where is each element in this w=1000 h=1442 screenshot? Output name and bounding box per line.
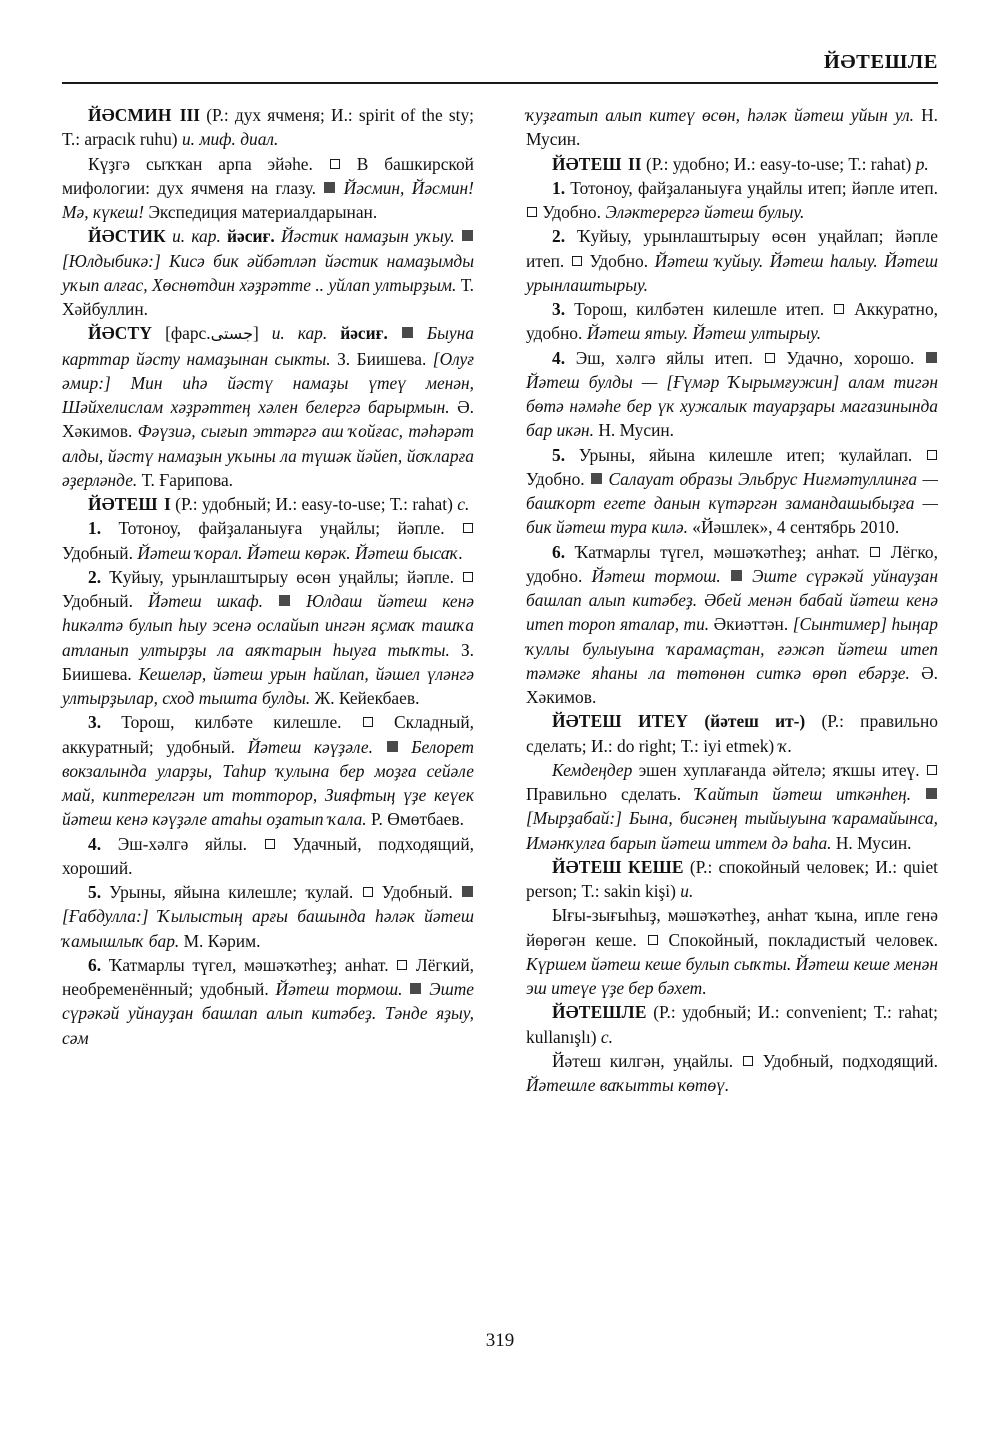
entry-yatesh-iteu-body xyxy=(526,758,938,855)
open-square-marker-icon xyxy=(463,572,473,582)
quotation-source: Ә. Хәкимов. xyxy=(62,397,474,442)
headword-variant: (йәтеш ит-) xyxy=(704,711,806,732)
grammar-label: и. кар. xyxy=(172,226,221,247)
head-paren: (Р.: удобный; И.: convenient; Т.: rahat; kullanışlı) xyxy=(526,1002,938,1047)
open-square-marker-icon xyxy=(572,256,582,266)
quotation: Быуна карттар йәсту намаҙынан сыкты. xyxy=(62,323,474,369)
open-square-marker-icon xyxy=(330,159,340,169)
russian-definition: Удобный. xyxy=(381,882,453,902)
grammar-label: р. xyxy=(915,153,929,174)
example-phrase: Күршем йәтеш кеше булып сыҡты. Йәтеш кеше менән эш итеүе үҙе бер бәхет. xyxy=(526,953,938,998)
quotation: [Сынтимер] һыңар ҡуллы булыуына ҡарамаҫтан, ғәжәп йәтеш итеп тәмәке яһаны ла төтөнөн ситкә өрөп ебәрҙе. xyxy=(526,614,938,683)
quotation-source: Экспедиция материалдарынан. xyxy=(148,202,378,222)
headword-roman: II xyxy=(628,153,642,174)
quotation-continued: ҡуҙғатып алып китеү өсөн, һәләк йәтеш уйын xyxy=(526,105,888,125)
russian-definition: Удобно. xyxy=(542,202,601,222)
quotation-tail: ул. xyxy=(894,105,914,125)
running-head-zone xyxy=(62,52,938,84)
russian-definition: В башкирской мифологии: дух ячменя на глазу. xyxy=(62,153,474,198)
open-square-marker-icon xyxy=(765,353,775,363)
open-square-marker-icon xyxy=(927,450,937,460)
page-number: 319 xyxy=(485,1330,515,1351)
filled-square-marker-icon xyxy=(591,473,602,484)
headword: ЙӘСТҮ xyxy=(88,323,153,344)
sense-2 xyxy=(62,565,474,711)
bashkir-definition: Урыны, яйына килешле; ҡулай. xyxy=(109,882,354,902)
russian-definition: Удобный. xyxy=(62,542,133,563)
sense-3 xyxy=(526,297,938,346)
example-phrase: Йәтешле ваҡытты көтөү. xyxy=(526,1075,730,1095)
head-paren: (Р.: удобно; И.: easy-to-use; Т.: rahat) xyxy=(645,153,912,174)
russian-definition: Удачно, хорошо. xyxy=(786,347,915,368)
entry-yastu xyxy=(62,321,474,492)
quotation-source: Т. Ғарипова. xyxy=(141,469,234,490)
sense-3 xyxy=(62,710,474,831)
quotation-source: Н. Мусин. xyxy=(598,420,675,441)
russian-definition: Лёгкий, необременённый; удобный. xyxy=(62,954,474,999)
quotation: [Олуғ әмир:] Мин иһә йәстү намаҙы үтеү менән, Шәйхелислам хәҙрәттең хәлен белергә барырмын. xyxy=(62,348,474,417)
right-column xyxy=(526,103,938,1303)
sense-4 xyxy=(62,832,474,881)
entry-yateshle-body xyxy=(526,1049,938,1098)
headword: ЙӘТЕШЛЕ xyxy=(552,1002,647,1023)
filled-square-marker-icon xyxy=(324,182,335,193)
quotation-source: Н. Мусин. xyxy=(526,105,938,150)
example-phrase: Ҡайтып йәтеш иткәнһең. xyxy=(694,784,912,804)
russian-definition: Лёгко, удобно. xyxy=(526,541,938,586)
bashkir-definition: Эш, хәлгә яйлы итеп. xyxy=(575,347,753,368)
bashkir-definition: Эш-хәлгә яйлы. xyxy=(117,833,248,854)
entry-yatesh-keshe-body xyxy=(526,903,938,1000)
headword: ЙӘТЕШ xyxy=(88,494,158,514)
quotation: Юлдаш йәтеш кенә һикәлтә булып һыу эсенә ослайып ингән яҫмаҡ ташҡа атланып ултырҙы ла аяҡтарын һыуға тыҡты. xyxy=(62,591,474,660)
bashkir-definition: Ығы-зығыһыҙ, мәшәҡәтһеҙ, анһат ҡына, ипле генә йөрөгән кеше. xyxy=(526,905,938,950)
bashkir-definition: Йәтеш килгән, уңайлы. xyxy=(552,1050,734,1071)
open-square-marker-icon xyxy=(265,839,275,849)
example-phrase: Йәстик намаҙын уҡыу. xyxy=(280,226,455,247)
entry-yatesh-ii xyxy=(526,152,938,176)
sense-number: 5. xyxy=(88,882,102,902)
grammar-label: с. xyxy=(457,494,470,514)
carryover-text xyxy=(526,103,938,152)
sense-number: 1. xyxy=(88,518,102,539)
sense-6 xyxy=(62,953,474,1050)
head-paren: (Р.: удобный; И.: easy-to-use; Т.: rahat) xyxy=(175,494,453,514)
russian-definition: Аккуратно, удобно. xyxy=(526,299,939,344)
sense-number: 6. xyxy=(552,541,566,562)
filled-square-marker-icon xyxy=(402,327,413,338)
head-paren: (Р.: спокойный человек; И.: quiet person; Т.: sakin kişi) xyxy=(526,856,938,901)
sense-number: 2. xyxy=(552,226,566,247)
bashkir-definition: Күҙгә сыҡҡан арпа эйәһе. xyxy=(88,153,313,174)
etymology-open: [фарс. xyxy=(165,323,211,344)
entry-yasmin-iii xyxy=(62,103,474,152)
bashkir-definition: Ҡатмарлы түгел, мәшәҡәтһеҙ; анһат. xyxy=(574,541,860,562)
grammar-label: ҡ. xyxy=(778,735,793,756)
headword-roman: I xyxy=(164,494,171,514)
quotation-source: Р. Өмөтбаев. xyxy=(371,809,464,830)
bashkir-definition: Торош, килбәтен килешле итеп. xyxy=(574,299,825,319)
usage-note: Кемдеңдер xyxy=(552,759,633,780)
sense-1 xyxy=(526,176,938,225)
quotation-source: Ж. Кейекбаев. xyxy=(314,688,420,708)
open-square-marker-icon xyxy=(363,717,373,727)
etymology-arabic-script: جستى xyxy=(210,324,253,344)
open-square-marker-icon xyxy=(527,207,537,217)
grammar-label: и. кар. xyxy=(271,323,328,344)
quotation-source: Н. Мусин. xyxy=(835,832,912,853)
russian-definition: Удобный, подходящий. xyxy=(762,1050,938,1071)
headword: ЙӘТЕШ ИТЕҮ xyxy=(552,711,689,732)
quotation-source: М. Кәрим. xyxy=(183,930,261,951)
bashkir-definition: Урыны, яйына килешле итеп; ҡулайлап. xyxy=(578,444,913,465)
quotation: [Мырҙабай:] Бына, бисәнең тыйыуына ҡарамайынса, Имәнҡулға барып йәтеш иттем дә baha. xyxy=(526,808,938,853)
quotation: Эште сүрәкәй уйнауҙан башлап алып китәбеҙ. Әбей менән бабай йәтеш кенә итеп тороп яталар, ти. xyxy=(526,565,938,635)
bashkir-definition: Тотоноу, файҙаланыуға уңайлы итеп; йәпле итеп. xyxy=(570,177,939,198)
quotation-source: Ә. Хәкимов. xyxy=(526,662,938,707)
filled-square-marker-icon xyxy=(279,595,290,606)
bashkir-definition: Ҡуйыу, урынлаштырыу өсөн уңайлы; йәпле. xyxy=(109,566,454,587)
sense-4 xyxy=(526,346,938,443)
quotation: [Ғабдулла:] Ҡылыстың арғы башында һәләк йәтеш ҡамышлыҡ бар. xyxy=(62,906,474,951)
head-paren: (Р.: правильно сделать; И.: do right; Т.: iyi etmek) xyxy=(526,711,938,756)
left-column xyxy=(62,103,474,1303)
filled-square-marker-icon xyxy=(731,570,742,581)
example-phrase: Йәтеш кәүҙәле. xyxy=(247,736,374,757)
sense-6 xyxy=(526,540,938,710)
grammar-label: с. xyxy=(600,1026,613,1047)
sense-number: 3. xyxy=(88,712,102,733)
bashkir-definition: Тотоноу, файҙаланыуға уңайлы; йәпле. xyxy=(118,518,445,539)
russian-definition: Удачный, подходящий, хороший. xyxy=(62,833,474,878)
filled-square-marker-icon xyxy=(462,886,473,897)
open-square-marker-icon xyxy=(463,523,473,533)
entry-yatesh-iteu xyxy=(526,709,938,758)
russian-definition: Удобно. xyxy=(589,250,649,271)
header-rule xyxy=(62,82,938,84)
open-square-marker-icon xyxy=(870,547,880,557)
quotation-continued: Эште сүрәкәй уйнауҙан башлап алып китәбеҙ. Тәнде яҙыу, сәм xyxy=(62,979,474,1048)
example-phrase: Йәтеш ҡорал. Йәтеш көрәк. Йәтеш бысаҡ. xyxy=(137,542,463,563)
sense-1 xyxy=(62,516,474,565)
sense-number: 1. xyxy=(552,177,566,198)
quotation: Кешеләр, йәтеш урын һайлап, йәшел үләнгә ултырҙылар, сход тышта булды. xyxy=(62,663,474,708)
etymology-close: ] xyxy=(252,323,259,344)
quotation: Йәсмин, Йәсмин! Мә, күкеш! xyxy=(62,177,474,222)
bashkir-definition: Торош, килбәте килешле. xyxy=(121,712,342,733)
quotation-source: З. Биишева. xyxy=(337,348,427,369)
sense-5 xyxy=(526,443,938,540)
cross-reference: йәсиғ. xyxy=(227,226,275,247)
quotation: Фәүзиә, сығып эттәргә аш ҡойғас, тәһәрәт алды, йәстү намаҙын уҡыны ла түшәк йәйеп, йоҡларға әҙерләнде. xyxy=(62,421,474,490)
open-square-marker-icon xyxy=(648,935,658,945)
filled-square-marker-icon xyxy=(387,741,398,752)
sense-number: 5. xyxy=(552,444,566,465)
quotation: Йәтеш булды — [Ғүмәр Ҡырымғужин] алам тигән бөтә нәмәһе бер үк хужалык тауарҙары магазинында бар икән. xyxy=(526,371,938,441)
sense-2 xyxy=(526,224,938,297)
grammar-label: и. xyxy=(680,881,694,901)
text-columns xyxy=(62,103,938,1303)
bashkir-definition: Ҡуйыу, урынлаштырыу өсөн уңайлап; йәпле итеп. xyxy=(526,226,938,271)
example-phrase: Эләктерергә йәтеш булыу. xyxy=(605,202,805,222)
open-square-marker-icon xyxy=(834,304,844,314)
quotation-source: З. Биишева. xyxy=(62,639,474,684)
sense-number: 2. xyxy=(88,566,102,587)
russian-definition: Правильно сделать. xyxy=(526,784,682,804)
entry-yatesh-keshe xyxy=(526,855,938,904)
grammar-label: и. миф. диал. xyxy=(181,129,279,150)
sense-number: 6. xyxy=(88,954,102,975)
russian-definition: Спокойный, покладистый человек. xyxy=(668,929,938,950)
headword: ЙӘСМИН xyxy=(88,105,172,125)
headword-roman: III xyxy=(179,105,201,125)
entry-yasmin-iii-body xyxy=(62,152,474,225)
entry-yatesh-i xyxy=(62,492,474,516)
quotation-source: Әкиәттән. xyxy=(713,614,789,635)
example-phrase: Йәтеш тормош. xyxy=(591,565,721,586)
entry-yateshle xyxy=(526,1000,938,1049)
bashkir-definition: Ҡатмарлы түгел, мәшәҡәтһеҙ; анһат. xyxy=(108,954,389,975)
running-head: ЙӘТЕШЛЕ xyxy=(823,51,938,73)
filled-square-marker-icon xyxy=(926,788,937,799)
filled-square-marker-icon xyxy=(410,983,421,994)
example-phrase: Йәтеш тормош. xyxy=(275,979,403,999)
russian-definition: Удобно. xyxy=(526,468,585,489)
russian-definition: Удобный. xyxy=(62,591,133,611)
bashkir-definition: эшен хуплағанда әйтелә; яҡшы итеү. xyxy=(638,759,920,780)
cross-reference: йәсиғ. xyxy=(340,323,388,344)
quotation: Белорет вокзалында уларҙы, Таһир ҡулына бер моҙға сейәле май, киптерелгән ит тотторop, Зияфтың үҙе кеүек йәтеш кенә кәүҙәле атаһы оҙатып ҡала. xyxy=(62,736,474,830)
sense-number: 4. xyxy=(88,833,102,854)
sense-number: 4. xyxy=(552,347,566,368)
headword: ЙӘТЕШ КЕШЕ xyxy=(552,856,684,877)
head-paren: (Р.: дух ячменя; И.: spirit of the sty; Т.: arpacık ruhu) xyxy=(62,105,474,150)
open-square-marker-icon xyxy=(363,887,373,897)
quotation-source: «Йәшлек», 4 сентябрь 2010. xyxy=(692,517,900,538)
open-square-marker-icon xyxy=(927,765,937,775)
sense-5 xyxy=(62,880,474,953)
example-phrase: Йәтеш ҡуйыу. Йәтеш һалыу. Йәтеш урынлаштырыу. xyxy=(526,250,939,295)
filled-square-marker-icon xyxy=(462,230,473,241)
russian-definition: Складный, аккуратный; удобный. xyxy=(62,712,474,757)
headword: ЙӘТЕШ xyxy=(552,153,622,174)
example-phrase: Йәтеш ятыу. Йәтеш ултырыу. xyxy=(586,323,822,344)
quotation-source: Т. Хәйбуллин. xyxy=(62,274,474,319)
open-square-marker-icon xyxy=(743,1056,753,1066)
sense-number: 3. xyxy=(552,299,566,319)
open-square-marker-icon xyxy=(397,960,407,970)
example-phrase: Йәтеш шкаф. xyxy=(148,591,263,611)
quotation: [Юлдыбикә:] Кисә бик әйбәтләп йәстик намаҙымды уҡып алғас, Хөснөтдин хәҙрәтте .. уйлап ултырҙым. xyxy=(62,250,474,295)
filled-square-marker-icon xyxy=(926,352,937,363)
quotation: Салауат образы Эльбрус Ниғмәтуллинға — башҡорт егете данын күтәргән замандашыбыҙға — бик йәтеш тура килә. xyxy=(526,468,938,538)
headword: ЙӘСТИК xyxy=(88,226,166,247)
entry-yastik xyxy=(62,224,474,321)
